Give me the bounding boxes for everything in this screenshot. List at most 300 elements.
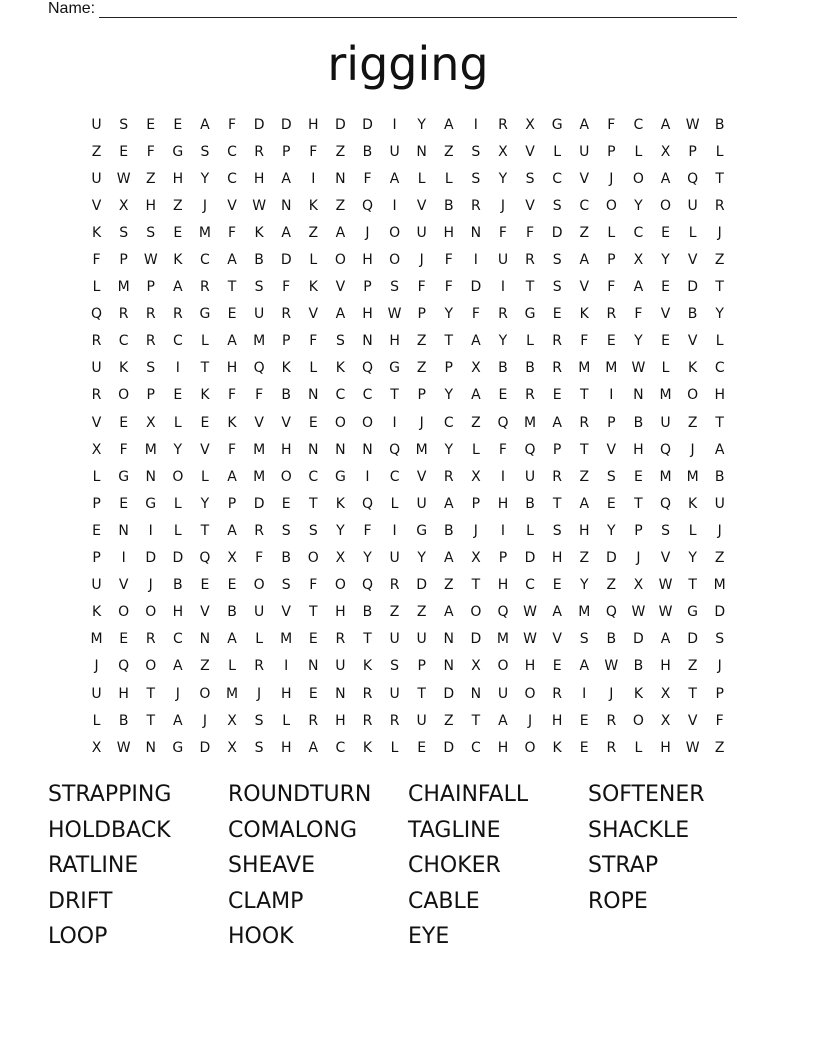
grid-letter: U [389,143,400,160]
grid-letter: F [119,441,128,458]
grid-letter: H [497,577,509,594]
grid-letter: O [118,387,130,404]
grid-letter: L [634,143,643,160]
grid-letter: H [362,252,373,269]
grid-letter: J [257,685,262,702]
grid-letter: A [173,712,183,729]
grid-letter: D [443,739,455,756]
grid-letter: W [143,252,158,269]
grid-letter: H [335,712,346,729]
grid-letter: Z [308,224,319,241]
grid-letter: O [280,468,292,485]
grid-letter: M [253,333,266,350]
grid-letter: C [525,577,535,594]
grid-letter: J [636,550,641,567]
grid-letter: R [254,143,264,160]
word-bank-item: CHOKER [408,853,501,879]
grid-letter: X [335,550,346,567]
grid-letter: C [714,360,725,377]
grid-letter: J [717,224,722,241]
grid-letter: P [92,495,101,512]
grid-letter: J [419,414,424,431]
grid-letter: U [389,685,400,702]
grid-letter: F [282,279,291,296]
word-bank-item: CHAINFALL [408,782,529,807]
grid-letter: I [392,197,397,214]
grid-letter: L [553,143,562,160]
grid-letter: L [390,495,399,512]
grid-letter: D [145,550,157,567]
grid-letter: C [633,116,644,133]
grid-letter: B [606,631,617,648]
grid-letter: G [551,116,563,133]
grid-letter: D [687,279,698,296]
grid-letter: N [470,224,482,241]
grid-letter: L [526,522,534,539]
grid-letter: Y [200,170,210,187]
grid-letter: Q [361,197,373,214]
grid-letter: X [660,143,671,160]
grid-letter: V [200,441,210,458]
grid-letter: Z [606,577,617,594]
grid-letter: L [715,143,724,160]
grid-letter: U [91,116,102,133]
grid-letter: R [389,577,400,594]
grid-letter: V [660,550,671,567]
grid-letter: F [92,252,101,269]
grid-letter: U [253,306,265,323]
grid-letter: F [146,143,155,160]
grid-letter: W [116,170,131,187]
grid-letter: B [227,604,237,621]
grid-letter: T [715,414,724,431]
grid-letter: B [525,495,535,512]
word-bank-item: RATLINE [48,853,139,879]
letter-grid [83,111,733,761]
grid-letter: U [253,604,265,621]
grid-letter: C [470,739,481,756]
grid-letter: I [500,279,506,296]
grid-letter: A [173,658,183,675]
grid-letter: Z [714,550,725,567]
grid-letter: E [308,631,318,648]
grid-letter: T [579,387,589,404]
grid-letter: E [200,414,210,431]
grid-letter: A [443,116,454,133]
grid-letter: L [526,333,534,350]
grid-letter: S [390,279,400,296]
grid-letter: S [552,252,562,269]
grid-letter: V [525,143,535,160]
grid-letter: E [308,414,318,431]
grid-letter: H [714,387,725,404]
grid-letter: O [632,712,644,729]
grid-letter: A [227,252,237,269]
grid-letter: V [308,306,319,323]
grid-letter: X [471,468,481,485]
grid-letter: B [118,712,129,729]
grid-letter: M [578,360,591,377]
word-bank-item: STRAP [588,853,659,879]
grid-letter: U [389,631,400,648]
grid-letter: F [444,279,453,296]
grid-letter: V [91,414,102,431]
grid-letter: M [713,577,726,594]
grid-letter: R [335,631,346,648]
grid-letter: H [280,685,292,702]
grid-letter: N [470,685,482,702]
grid-letter: K [254,224,264,241]
grid-letter: R [470,197,481,214]
grid-letter: F [309,577,318,594]
grid-letter: D [416,577,428,594]
grid-letter: L [228,658,236,675]
grid-letter: W [685,116,700,133]
grid-letter: Z [443,712,454,729]
grid-letter: M [253,468,266,485]
grid-letter: A [308,739,319,756]
grid-letter: R [498,116,508,133]
grid-letter: R [714,197,725,214]
grid-letter: Q [687,170,699,187]
grid-letter: B [173,577,183,594]
grid-letter: F [363,170,372,187]
grid-letter: F [227,387,237,404]
grid-letter: C [227,143,237,160]
grid-letter: K [281,360,291,377]
grid-letter: M [144,441,157,458]
grid-letter: Z [579,468,590,485]
grid-letter: M [659,468,672,485]
grid-letter: T [146,685,156,702]
grid-letter: S [119,116,129,133]
grid-letter: M [415,441,428,458]
grid-letter: K [362,658,373,675]
grid-letter: W [387,306,402,323]
grid-letter: H [172,170,184,187]
grid-letter: Y [688,550,697,567]
grid-letter: A [227,631,237,648]
grid-letter: H [660,658,671,675]
grid-letter: C [552,170,563,187]
grid-letter: H [335,604,346,621]
grid-letter: M [280,631,293,648]
grid-letter: W [631,360,646,377]
grid-letter: E [227,577,237,594]
grid-letter: S [254,279,264,296]
grid-letter: I [121,550,126,567]
grid-letter: S [525,170,535,187]
grid-letter: K [308,197,318,214]
grid-letter: T [471,712,481,729]
grid-letter: D [551,224,563,241]
grid-letter: Z [173,197,183,214]
grid-letter: B [525,360,535,377]
grid-letter: R [118,306,129,323]
grid-letter: H [578,522,590,539]
grid-letter: E [281,495,291,512]
grid-letter: A [660,116,671,133]
grid-letter: M [253,441,266,458]
grid-letter: F [309,333,318,350]
word-bank-item: ROUNDTURN [228,782,372,807]
grid-letter: H [253,170,265,187]
grid-letter: S [119,224,129,241]
grid-letter: A [443,550,454,567]
grid-letter: A [227,468,237,485]
grid-letter: Q [660,441,672,458]
grid-letter: N [416,143,427,160]
grid-letter: H [280,441,292,458]
grid-letter: U [714,495,725,512]
grid-letter: R [145,306,156,323]
grid-letter: U [660,414,671,431]
grid-letter: O [470,604,482,621]
grid-letter: S [552,522,562,539]
grid-letter: O [389,252,401,269]
grid-letter: A [281,224,291,241]
grid-letter: Y [417,550,426,567]
grid-letter: T [200,522,210,539]
grid-letter: L [92,279,101,296]
grid-letter: Z [687,414,698,431]
word-bank-item: TAGLINE [408,817,501,843]
grid-letter: R [525,387,535,404]
grid-letter: M [524,414,537,431]
grid-letter: Y [498,333,508,350]
grid-letter: V [200,604,210,621]
grid-letter: O [632,170,644,187]
grid-letter: I [500,522,506,539]
grid-letter: J [94,658,99,675]
grid-letter: K [119,360,129,377]
grid-letter: P [363,279,372,296]
grid-letter: P [417,306,426,323]
grid-letter: Z [335,143,346,160]
grid-letter: K [579,306,589,323]
grid-letter: R [552,468,562,485]
word-bank-item: HOLDBACK [48,817,171,843]
grid-letter: F [363,522,372,539]
grid-letter: R [579,414,590,431]
grid-letter: L [715,333,724,350]
grid-letter: T [471,577,481,594]
grid-letter: E [200,577,210,594]
grid-letter: Q [361,495,373,512]
grid-letter: H [389,333,400,350]
grid-letter: N [443,658,454,675]
grid-letter: E [661,279,670,296]
grid-letter: D [470,631,482,648]
grid-letter: K [362,739,373,756]
grid-letter: Q [497,604,509,621]
grid-letter: X [91,441,102,458]
grid-letter: I [284,658,289,675]
grid-letter: N [362,333,373,350]
grid-letter: O [172,468,184,485]
grid-letter: Q [605,604,617,621]
grid-letter: N [335,685,346,702]
grid-letter: J [202,712,207,729]
grid-letter: Z [416,333,427,350]
grid-letter: M [605,360,618,377]
grid-letter: O [497,658,509,675]
grid-letter: P [471,495,481,512]
grid-letter: N [118,522,129,539]
grid-letter: N [443,631,454,648]
grid-letter: C [227,170,237,187]
grid-letter: A [443,495,454,512]
grid-letter: I [473,252,478,269]
grid-letter: E [661,224,670,241]
grid-letter: G [524,306,536,323]
grid-letter: T [688,685,697,702]
grid-letter: R [145,631,156,648]
grid-letter: C [200,252,210,269]
grid-letter: M [659,387,672,404]
grid-letter: Y [634,197,643,214]
grid-letter: X [498,143,508,160]
grid-letter: D [687,631,698,648]
grid-letter: V [660,306,671,323]
grid-letter: U [687,197,698,214]
grid-letter: A [579,658,590,675]
grid-letter: J [202,197,207,214]
grid-letter: G [172,739,184,756]
grid-letter: C [308,468,319,485]
grid-letter: V [281,604,291,621]
grid-letter: Y [715,306,724,323]
grid-letter: D [605,550,617,567]
grid-letter: T [146,712,156,729]
grid-letter: N [633,387,644,404]
grid-letter: D [443,685,455,702]
grid-letter: N [335,170,346,187]
grid-letter: W [631,604,646,621]
grid-letter: Y [417,116,426,133]
grid-letter: R [91,333,102,350]
grid-letter: K [688,360,698,377]
grid-letter: K [335,495,345,512]
grid-letter: Z [714,739,725,756]
grid-letter: T [390,387,399,404]
grid-letter: L [688,522,697,539]
grid-letter: G [687,604,699,621]
grid-letter: B [281,387,291,404]
name-label: Name: [48,0,96,17]
grid-letter: E [173,116,183,133]
grid-letter: I [392,414,397,431]
grid-letter: T [552,495,562,512]
grid-letter: D [633,631,644,648]
grid-letter: R [254,522,264,539]
grid-letter: D [199,739,211,756]
grid-letter: G [145,495,157,512]
grid-letter: F [607,116,616,133]
grid-letter: Q [199,550,211,567]
grid-letter: G [334,468,346,485]
grid-letter: A [173,279,183,296]
grid-letter: K [200,387,210,404]
grid-letter: A [335,224,346,241]
grid-letter: Y [444,387,454,404]
grid-letter: S [552,279,562,296]
grid-letter: A [579,252,590,269]
name-underline [99,4,737,18]
grid-letter: N [362,441,373,458]
grid-letter: B [443,197,454,214]
name-field [48,0,737,18]
grid-letter: E [661,333,670,350]
grid-letter: E [606,495,616,512]
grid-letter: S [281,577,291,594]
grid-letter: R [498,306,508,323]
grid-letter: D [280,252,292,269]
grid-letter: L [92,712,101,729]
grid-letter: E [173,387,183,404]
grid-letter: T [688,577,697,594]
grid-letter: H [443,224,455,241]
grid-letter: P [417,658,426,675]
grid-letter: P [92,550,101,567]
grid-letter: H [551,712,563,729]
grid-letter: U [497,685,509,702]
grid-letter: Z [416,360,427,377]
grid-letter: N [280,197,292,214]
grid-letter: Z [714,252,725,269]
grid-letter: G [118,468,130,485]
grid-letter: I [500,468,506,485]
grid-letter: C [389,468,400,485]
grid-letter: V [227,197,237,214]
grid-letter: O [334,252,346,269]
grid-letter: U [335,658,346,675]
grid-letter: X [471,550,481,567]
grid-letter: K [552,739,562,756]
grid-letter: M [496,631,509,648]
grid-letter: F [227,224,237,241]
grid-letter: A [660,170,671,187]
grid-letter: U [416,631,427,648]
grid-letter: N [335,441,346,458]
grid-letter: J [473,522,478,539]
grid-letter: D [253,495,265,512]
grid-letter: X [633,252,644,269]
grid-letter: K [633,685,644,702]
grid-letter: N [308,441,319,458]
grid-letter: L [688,224,697,241]
grid-letter: T [579,441,589,458]
grid-letter: Z [687,658,698,675]
grid-letter: R [145,333,156,350]
grid-letter: H [633,441,644,458]
grid-letter: V [552,631,562,648]
grid-letter: U [91,170,102,187]
grid-letter: A [714,441,725,458]
grid-letter: V [281,414,291,431]
grid-letter: P [607,252,616,269]
grid-letter: I [392,116,397,133]
grid-letter: Y [173,441,183,458]
grid-letter: R [172,306,183,323]
grid-letter: P [281,333,291,350]
grid-letter: O [524,685,536,702]
grid-letter: J [690,441,695,458]
grid-letter: G [199,306,211,323]
grid-letter: S [471,170,481,187]
grid-letter: G [172,143,184,160]
grid-letter: J [609,685,614,702]
